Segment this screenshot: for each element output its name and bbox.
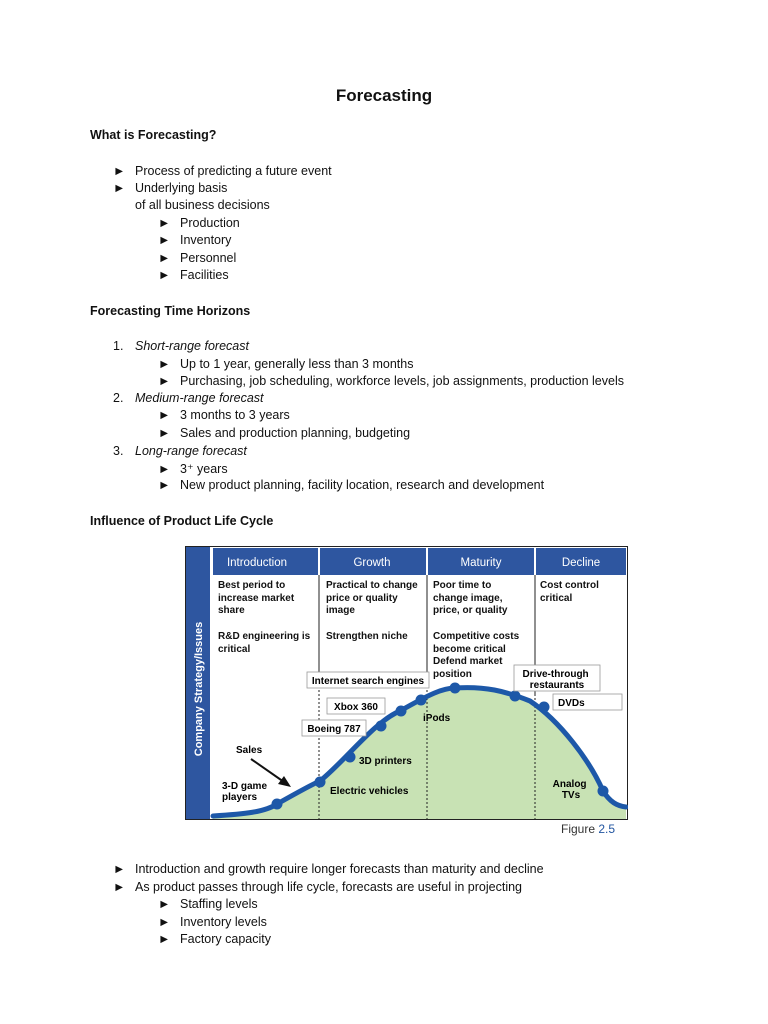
label-electric-vehicles: Electric vehicles xyxy=(330,786,409,797)
sub-bullet-item xyxy=(158,251,236,265)
item-label: Long-range forecast xyxy=(135,444,247,458)
numbered-item xyxy=(113,339,249,353)
label-analog-tvs: Analog TVs xyxy=(552,779,587,801)
label-internet-search-engines: Internet search engines xyxy=(311,676,425,687)
numbered-item xyxy=(113,444,247,458)
section-heading-time-horizons: Forecasting Time Horizons xyxy=(90,304,251,318)
bullet-item xyxy=(113,181,227,195)
bullet-icon: ► xyxy=(158,268,171,282)
introduction-text: Best period to increase market share R&D engineering is critical xyxy=(218,580,311,655)
label-xbox: Xbox 360 xyxy=(334,702,378,713)
bullet-icon: ► xyxy=(158,478,171,492)
figure-caption xyxy=(561,822,615,836)
item-label: Medium-range forecast xyxy=(135,391,264,405)
sub-bullet-item xyxy=(158,233,231,247)
bullet-icon: ► xyxy=(158,251,171,265)
sub-bullet-item xyxy=(158,357,413,371)
bullet-icon: ► xyxy=(113,880,126,894)
sub-bullet-item xyxy=(158,374,624,388)
curve-marker xyxy=(272,799,283,810)
curve-marker xyxy=(376,721,387,732)
sub-bullet-item xyxy=(158,216,240,230)
bullet-text: Up to 1 year, generally less than 3 months xyxy=(180,357,414,371)
sub-bullet-item xyxy=(158,478,544,492)
caption-prefix: Figure xyxy=(561,822,596,836)
bullet-text: New product planning, facility location, research and development xyxy=(180,478,545,492)
bullet-text: Inventory levels xyxy=(180,915,267,929)
section-heading-what-is-forecasting: What is Forecasting? xyxy=(90,128,217,142)
item-number: 1. xyxy=(113,339,124,353)
section-heading-product-life-cycle: Influence of Product Life Cycle xyxy=(90,514,274,528)
decline-text: Cost control critical xyxy=(540,580,599,604)
bullet-text: Introduction and growth require longer forecasts than maturity and decline xyxy=(135,862,544,876)
sub-bullet-item xyxy=(158,268,229,282)
sub-bullet-item xyxy=(158,915,267,929)
bullet-icon: ► xyxy=(113,181,126,195)
sub-bullet-item xyxy=(158,461,228,476)
label-boeing: Boeing 787 xyxy=(307,724,361,735)
curve-marker xyxy=(539,702,550,713)
item-number: 2. xyxy=(113,391,124,405)
bullet-text: Underlying basis xyxy=(135,181,228,195)
curve-marker xyxy=(510,691,521,702)
item-label: Short-range forecast xyxy=(135,339,249,353)
bullet-icon: ► xyxy=(158,374,171,388)
bullet-text: Inventory xyxy=(180,233,232,247)
numbered-item xyxy=(113,391,264,405)
bullet-icon: ► xyxy=(158,357,171,371)
bullet-text: Personnel xyxy=(180,251,237,265)
caption-number: 2.5 xyxy=(598,822,616,836)
bullet-text: As product passes through life cycle, forecasts are useful in projecting xyxy=(135,880,523,894)
bullet-item xyxy=(113,880,522,894)
side-label: Company Strategy/Issues xyxy=(193,621,205,757)
header-introduction: Introduction xyxy=(226,557,288,569)
page-title: Forecasting xyxy=(335,86,433,105)
bullet-continuation: of all business decisions xyxy=(135,198,270,212)
bullet-text: Purchasing, job scheduling, workforce levels, job assignments, production levels xyxy=(180,374,624,388)
bullet-icon: ► xyxy=(158,462,171,476)
bullet-text: Facilities xyxy=(180,268,229,282)
label-3d-game-players: 3-D game players xyxy=(222,781,268,803)
bullet-text: Sales and production planning, budgeting xyxy=(180,426,411,440)
header-decline: Decline xyxy=(561,557,601,569)
bullet-icon: ► xyxy=(158,915,171,929)
header-maturity: Maturity xyxy=(460,557,502,569)
bullet-icon: ► xyxy=(158,233,171,247)
growth-text: Practical to change price or quality image Strengthen niche xyxy=(326,580,418,642)
label-3d-printers: 3D printers xyxy=(359,756,412,767)
maturity-text: Poor time to change image, price, or quality Competitive costs become critical Defend market position xyxy=(433,580,520,680)
label-ipods: iPods xyxy=(423,713,451,724)
curve-marker xyxy=(598,786,609,797)
bullet-icon: ► xyxy=(158,216,171,230)
bullet-icon: ► xyxy=(158,932,171,946)
bullet-icon: ► xyxy=(113,164,126,178)
sub-bullet-item xyxy=(158,932,271,946)
sub-bullet-item xyxy=(158,408,290,422)
curve-marker xyxy=(396,706,407,717)
bullet-text: Staffing levels xyxy=(180,897,258,911)
bullet-item xyxy=(113,862,544,876)
bullet-icon: ► xyxy=(113,862,126,876)
label-dvds: DVDs xyxy=(558,698,585,709)
bullet-icon: ► xyxy=(158,408,171,422)
curve-marker xyxy=(315,777,326,788)
bullet-text: 3 months to 3 years xyxy=(180,408,290,422)
sub-bullet-item xyxy=(158,897,258,911)
curve-marker xyxy=(416,695,427,706)
curve-marker xyxy=(345,752,356,763)
bullet-text: 3⁺ years xyxy=(180,462,228,476)
item-number: 3. xyxy=(113,444,124,458)
header-growth: Growth xyxy=(353,557,391,569)
bullet-text: Process of predicting a future event xyxy=(135,164,332,178)
product-life-cycle-figure xyxy=(185,546,628,820)
label-drive-through: Drive-through restaurants xyxy=(522,669,589,691)
bullet-icon: ► xyxy=(158,426,171,440)
bullet-text: Factory capacity xyxy=(180,932,272,946)
bullet-item xyxy=(113,164,332,178)
sub-bullet-item xyxy=(158,426,410,440)
label-sales: Sales xyxy=(236,745,263,756)
curve-marker xyxy=(450,683,461,694)
bullet-icon: ► xyxy=(158,897,171,911)
bullet-text: Production xyxy=(180,216,240,230)
